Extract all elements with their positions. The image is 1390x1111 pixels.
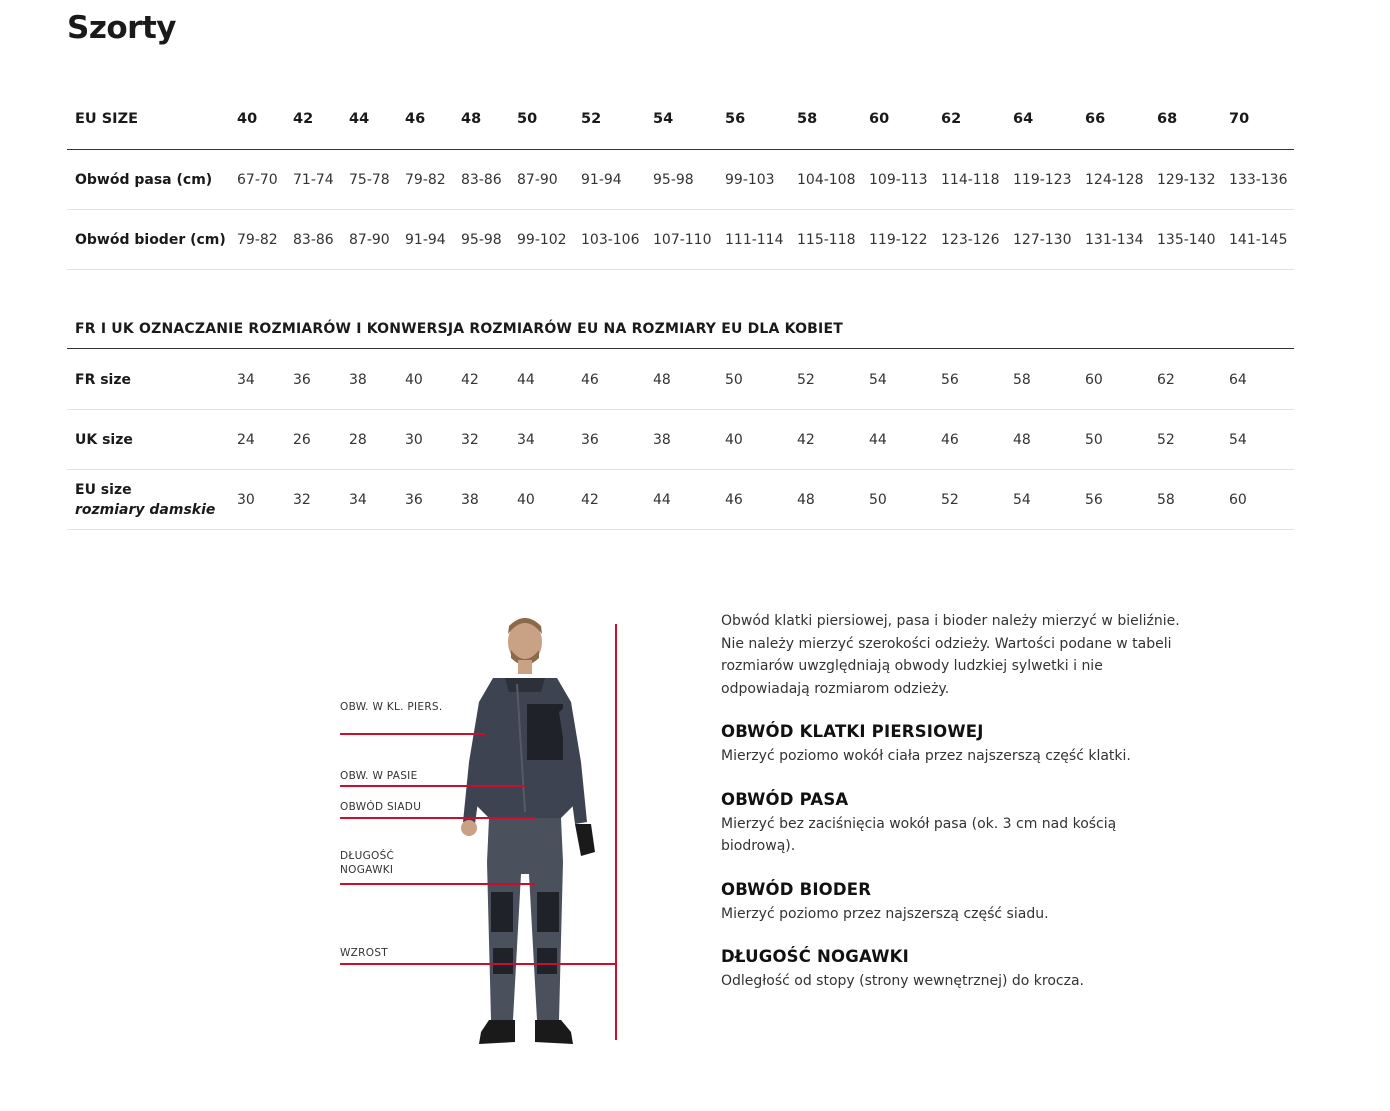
table-cell: 60: [1078, 350, 1150, 410]
table-cell: 124-128: [1078, 150, 1150, 210]
section-waist: [721, 790, 1181, 858]
label-leg-line1: DŁUGOŚĆ: [340, 850, 395, 862]
size-header: 54: [646, 88, 718, 150]
table-cell: 38: [646, 410, 718, 470]
size-header: 44: [342, 88, 398, 150]
size-header: 60: [862, 88, 934, 150]
waist-measure-line: [340, 785, 525, 787]
intro-text: Obwód klatki piersiowej, pasa i bioder należy mierzyć w bieliźnie. Nie należy mierzyć szerokości odzieży. Wartości podane w tabeli rozmiarów uwzględniają obwody ludzkiej sylwetki i nie odpowiadają rozmiarom odzieży.: [721, 613, 1180, 697]
table-cell: 30: [398, 410, 454, 470]
size-header: 52: [574, 88, 646, 150]
height-vertical-line: [615, 624, 617, 1040]
table-cell: 42: [574, 470, 646, 530]
label-chest: OBW. W KL. PIERS.: [340, 701, 443, 713]
table-cell: 64: [1222, 350, 1294, 410]
table-cell: 60: [1222, 470, 1294, 530]
size-header: 58: [790, 88, 862, 150]
label-height: WZROST: [340, 947, 389, 959]
table-cell: 75-78: [342, 150, 398, 210]
table-cell: 79-82: [398, 150, 454, 210]
table-cell: 50: [1078, 410, 1150, 470]
size-header: 56: [718, 88, 790, 150]
size-header: 40: [230, 88, 286, 150]
table-cell: 123-126: [934, 210, 1006, 270]
table-cell: 50: [862, 470, 934, 530]
label-seat: OBWÓD SIADU: [340, 801, 422, 813]
table-cell: 34: [342, 470, 398, 530]
table-row: [67, 150, 1294, 210]
table-cell: 79-82: [230, 210, 286, 270]
table-cell: 42: [790, 410, 862, 470]
measurement-figure: [335, 612, 635, 1062]
table-cell: 56: [934, 350, 1006, 410]
table-cell: 91-94: [574, 150, 646, 210]
label-waist: OBW. W PASIE: [340, 770, 418, 782]
table-cell: 56: [1078, 470, 1150, 530]
section-hips: [721, 880, 1181, 926]
table-cell: 95-98: [454, 210, 510, 270]
table-cell: 36: [398, 470, 454, 530]
eu-size-header-row: [67, 88, 1294, 150]
table-cell: 40: [718, 410, 790, 470]
table-cell: 30: [230, 470, 286, 530]
table-cell: 38: [342, 350, 398, 410]
table-cell: 119-123: [1006, 150, 1078, 210]
table-cell: 54: [1222, 410, 1294, 470]
table-cell: 48: [646, 350, 718, 410]
table-cell: 141-145: [1222, 210, 1294, 270]
leg-measure-line: [340, 883, 535, 885]
section-leg-length: [721, 947, 1181, 993]
size-header: 66: [1078, 88, 1150, 150]
table-cell: 44: [646, 470, 718, 530]
table-cell: 42: [454, 350, 510, 410]
section-title: OBWÓD PASA: [721, 789, 849, 809]
table-row: [67, 410, 1294, 470]
table-row: [67, 470, 1294, 530]
table-cell: 115-118: [790, 210, 862, 270]
table-cell: 52: [790, 350, 862, 410]
table-cell: 32: [286, 470, 342, 530]
conversion-table: [67, 350, 1294, 530]
table-cell: 87-90: [510, 150, 574, 210]
size-header: 62: [934, 88, 1006, 150]
table-cell: 87-90: [342, 210, 398, 270]
table-cell: 46: [574, 350, 646, 410]
table-cell: 54: [1006, 470, 1078, 530]
table-cell: 103-106: [574, 210, 646, 270]
table-cell: 83-86: [454, 150, 510, 210]
size-header: 42: [286, 88, 342, 150]
table-cell: 26: [286, 410, 342, 470]
table-cell: 28: [342, 410, 398, 470]
table-cell: 44: [510, 350, 574, 410]
size-header: 46: [398, 88, 454, 150]
eu-size-table: [67, 88, 1294, 270]
label-leg-line2: NOGAWKI: [340, 864, 394, 876]
table-cell: 46: [718, 470, 790, 530]
table-cell: 95-98: [646, 150, 718, 210]
height-measure-line: [340, 963, 616, 965]
section-text: Mierzyć poziomo przez najszerszą część siadu.: [721, 905, 1049, 922]
section-title: DŁUGOŚĆ NOGAWKI: [721, 947, 909, 966]
table-cell: 40: [510, 470, 574, 530]
table-cell: 38: [454, 470, 510, 530]
table-cell: 62: [1150, 350, 1222, 410]
model-silhouette-image: [445, 612, 605, 1057]
size-header: 68: [1150, 88, 1222, 150]
table-cell: 99-103: [718, 150, 790, 210]
table-cell: 46: [934, 410, 1006, 470]
table-cell: 91-94: [398, 210, 454, 270]
row-label-text: UK size: [75, 431, 133, 448]
row-label-uk: [67, 410, 230, 470]
table-cell: 52: [934, 470, 1006, 530]
row-label-text: EU size: [75, 481, 132, 498]
row-label-hips: Obwód bioder (cm): [67, 210, 230, 270]
table-cell: 99-102: [510, 210, 574, 270]
table-cell: 71-74: [286, 150, 342, 210]
table-cell: 83-86: [286, 210, 342, 270]
table-cell: 32: [454, 410, 510, 470]
size-header: 70: [1222, 88, 1294, 150]
table-cell: 36: [286, 350, 342, 410]
table-cell: 109-113: [862, 150, 934, 210]
table-cell: 34: [230, 350, 286, 410]
row-label-fr: [67, 350, 230, 410]
table-cell: 52: [1150, 410, 1222, 470]
table-cell: 107-110: [646, 210, 718, 270]
table-cell: 67-70: [230, 150, 286, 210]
size-header: 48: [454, 88, 510, 150]
table-row: [67, 350, 1294, 410]
row-label-waist: Obwód pasa (cm): [67, 150, 230, 210]
table-cell: 40: [398, 350, 454, 410]
table-cell: 24: [230, 410, 286, 470]
table-cell: 135-140: [1150, 210, 1222, 270]
section-text: Mierzyć poziomo wokół ciała przez najszerszą część klatki.: [721, 748, 1131, 764]
table-cell: 34: [510, 410, 574, 470]
page-title: Szorty: [67, 10, 176, 46]
row-label-eu-women: [67, 470, 230, 530]
section-title: OBWÓD KLATKI PIERSIOWEJ: [721, 722, 984, 741]
size-header: 64: [1006, 88, 1078, 150]
table-cell: 129-132: [1150, 150, 1222, 210]
row-sublabel: rozmiary damskie: [75, 501, 216, 518]
table-cell: 133-136: [1222, 150, 1294, 210]
table-cell: 111-114: [718, 210, 790, 270]
conversion-heading: FR I UK OZNACZANIE ROZMIARÓW I KONWERSJA ROZMIARÓW EU NA ROZMIARY EU DLA KOBIET: [67, 321, 1294, 349]
table-cell: 104-108: [790, 150, 862, 210]
table-cell: 58: [1006, 350, 1078, 410]
row-label-text: FR size: [75, 371, 131, 388]
table-cell: 44: [862, 410, 934, 470]
section-text: Odległość od stopy (strony wewnętrznej) do krocza.: [721, 973, 1085, 989]
table-cell: 54: [862, 350, 934, 410]
eu-size-header-label: EU SIZE: [67, 88, 230, 150]
table-cell: 50: [718, 350, 790, 410]
size-header: 50: [510, 88, 574, 150]
seat-measure-line: [340, 817, 535, 819]
table-cell: 58: [1150, 470, 1222, 530]
section-title: OBWÓD BIODER: [721, 879, 872, 899]
table-cell: 114-118: [934, 150, 1006, 210]
section-chest: [721, 722, 1181, 768]
section-text: Mierzyć bez zaciśnięcia wokół pasa (ok. 3 cm nad kością biodrową).: [721, 815, 1117, 854]
table-cell: 48: [1006, 410, 1078, 470]
table-cell: 131-134: [1078, 210, 1150, 270]
measurement-description: [721, 610, 1181, 993]
table-row: [67, 210, 1294, 270]
table-cell: 119-122: [862, 210, 934, 270]
table-cell: 48: [790, 470, 862, 530]
table-cell: 36: [574, 410, 646, 470]
chest-measure-line: [340, 733, 485, 735]
table-cell: 127-130: [1006, 210, 1078, 270]
